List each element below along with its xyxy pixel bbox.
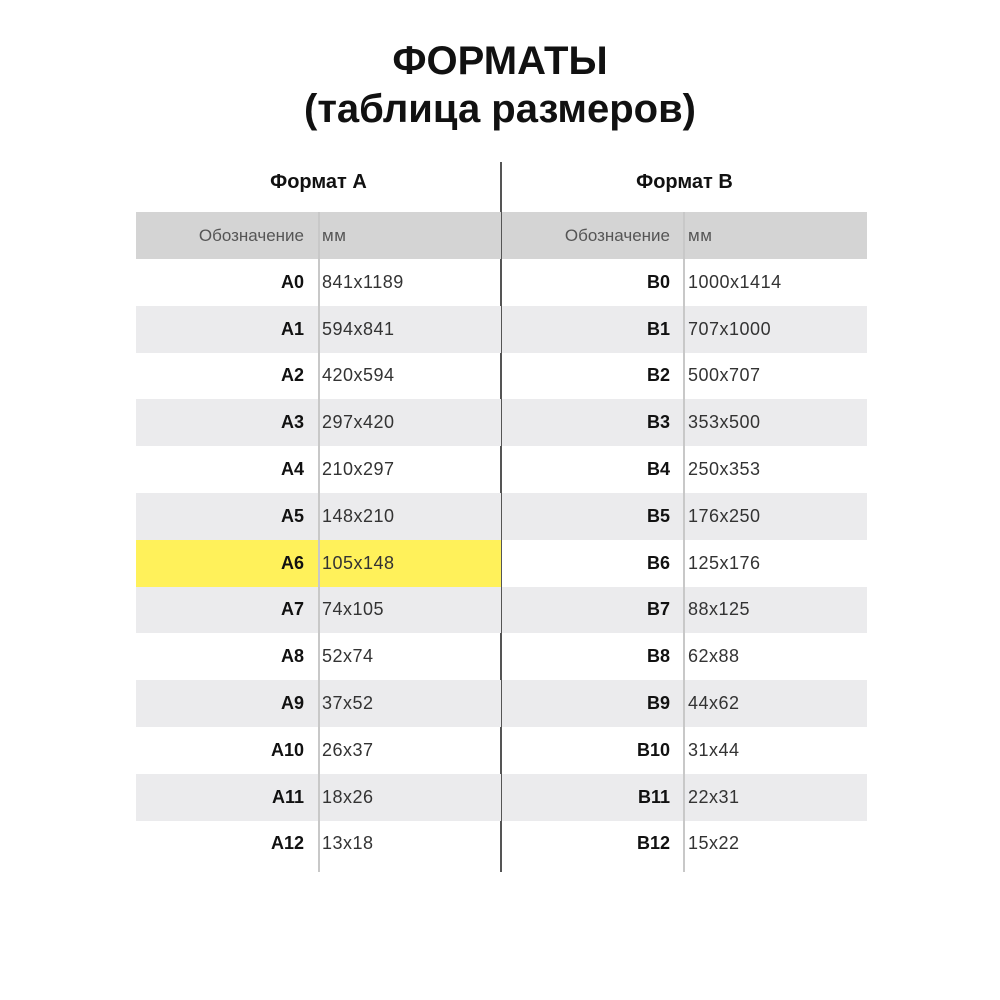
format-size-mm: 500x707: [688, 365, 761, 386]
format-designation: A12: [270, 833, 304, 854]
format-designation: A7: [280, 599, 304, 620]
format-designation: A5: [280, 505, 304, 526]
format-designation: B10: [636, 739, 670, 760]
format-size-mm: 125x176: [688, 552, 761, 573]
format-designation: A10: [270, 739, 304, 760]
unit-header: мм: [688, 225, 713, 245]
format-designation: B3: [646, 412, 670, 433]
format-size-mm: 210x297: [322, 459, 395, 480]
format-designation: A1: [280, 318, 304, 339]
format-designation: B5: [646, 505, 670, 526]
format-designation: B6: [646, 552, 670, 573]
format-size-mm: 841x1189: [322, 271, 404, 292]
format-designation: B2: [646, 365, 670, 386]
format-size-mm: 22x31: [688, 786, 740, 807]
format-size-mm: 52x74: [322, 646, 374, 667]
format-a-cell-divider: [318, 212, 320, 872]
format-designation: A3: [280, 412, 304, 433]
format-designation: B8: [646, 646, 670, 667]
format-size-mm: 31x44: [688, 739, 740, 760]
format-size-mm: 1000x1414: [688, 271, 782, 292]
format-size-mm: 594x841: [322, 318, 395, 339]
format-designation: B12: [636, 833, 670, 854]
designation-header: Обозначение: [564, 225, 670, 245]
format-size-mm: 250x353: [688, 459, 761, 480]
format-designation: A6: [280, 552, 304, 573]
format-size-mm: 176x250: [688, 505, 761, 526]
format-size-mm: 88x125: [688, 599, 751, 620]
format-size-mm: 420x594: [322, 365, 395, 386]
page-subtitle: (таблица размеров): [304, 87, 696, 131]
format-designation: B4: [646, 459, 670, 480]
format-size-mm: 13x18: [322, 833, 374, 854]
format-b-title: Формат В: [636, 171, 733, 193]
format-size-mm: 148x210: [322, 505, 395, 526]
format-designation: B9: [646, 693, 670, 714]
format-designation: B0: [646, 271, 670, 292]
format-size-mm: 105x148: [322, 552, 395, 573]
designation-header: Обозначение: [198, 225, 304, 245]
format-size-mm: 15x22: [688, 833, 740, 854]
format-designation: A4: [280, 459, 304, 480]
format-designation: A0: [280, 271, 304, 292]
unit-header: мм: [322, 225, 347, 245]
format-size-mm: 26x37: [322, 739, 374, 760]
format-size-mm: 353x500: [688, 412, 761, 433]
format-size-mm: 37x52: [322, 693, 374, 714]
format-size-mm: 62x88: [688, 646, 740, 667]
format-designation: A2: [280, 365, 304, 386]
format-size-mm: 18x26: [322, 786, 374, 807]
format-size-mm: 44x62: [688, 693, 740, 714]
format-designation: A8: [280, 646, 304, 667]
format-size-mm: 297x420: [322, 412, 395, 433]
format-designation: B11: [637, 786, 670, 807]
format-a-title: Формат А: [270, 171, 367, 193]
format-size-mm: 74x105: [322, 599, 385, 620]
format-size-mm: 707x1000: [688, 318, 772, 339]
format-designation: B1: [646, 318, 670, 339]
format-b-cell-divider: [683, 212, 685, 872]
format-designation: A11: [271, 786, 304, 807]
format-designation: A9: [280, 693, 304, 714]
format-designation: B7: [646, 599, 670, 620]
page-title: ФОРМАТЫ: [392, 39, 608, 83]
